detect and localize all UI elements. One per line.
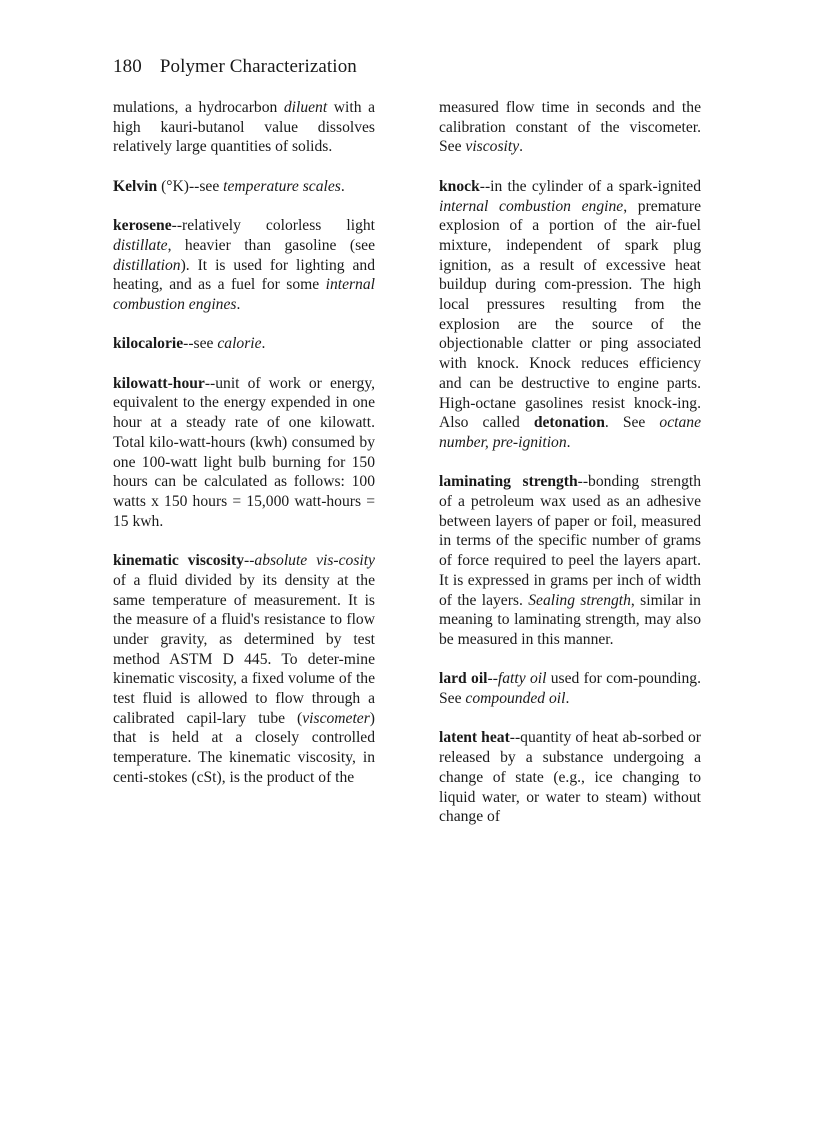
- entry-term: kilowatt-hour: [113, 374, 205, 392]
- entry-lard-oil: lard oil--fatty oil used for com-pounding. See compounded oil.: [439, 670, 702, 708]
- entry-kinematic-viscosity: kinematic viscosity--absolute vis-cosity of a fluid divided by its density at the same temperature of measurement. It is the measure of a fluid's resistance to flow under gravity, as determined by test method ASTM D 445. To deter-mine kinematic viscosity, a fixed volume of the test fluid is allowed to flow through a calibrated capil-lary tube (viscometer) that is held at a closely controlled temperature. The kinematic viscosity, in centi-stokes (cSt), is the product of the: [113, 552, 375, 786]
- entry-term: kilocalorie: [113, 335, 184, 353]
- entry-term: kerosene: [113, 217, 172, 235]
- page-number: 180: [113, 56, 142, 77]
- entry-term: latent heat: [439, 729, 510, 747]
- entry-term: lard oil: [439, 670, 488, 688]
- entry-kilocalorie: kilocalorie--see calorie.: [113, 335, 266, 353]
- entry-term: knock: [439, 177, 480, 195]
- entry-kerosene: kerosene--relatively colorless light distillate, heavier than gasoline (see distillation). It is used for lighting and heating, and as a fuel for some internal combustion engines.: [113, 217, 375, 313]
- entry-kelvin: Kelvin (°K)--see temperature scales.: [113, 177, 345, 195]
- entry-kilowatt-hour: kilowatt-hour--unit of work or energy, equivalent to the energy expended in one hour at a steady rate of one kilowatt. Total kilo-watt-hours (kwh) consumed by one 100-watt light bulb burning for 150 hours can be calculated as follows: 100 watts x 150 hours = 15,000 watt-hours = 15 kwh.: [113, 374, 375, 530]
- entry-latent-heat: latent heat--quantity of heat ab-sorbed or released by a substance undergoing a change of state (e.g., ice changing to liquid water, or water to steam) without change of: [439, 729, 702, 826]
- page-header: [113, 56, 357, 78]
- entry-term: Kelvin: [113, 177, 158, 195]
- entry-term: kinematic viscosity: [113, 552, 244, 570]
- entry-laminating-strength: laminating strength--bonding strength of a petroleum wax used as an adhesive between layers of paper or foil, measured in terms of the specific number of grams of force required to peel the layers apart. It is expressed in grams per inch of width of the layers. Sealing strength, similar in meaning to laminating strength, may also be measured in this manner.: [439, 473, 701, 648]
- entry-term: laminating strength: [439, 473, 578, 491]
- right-column: [439, 98, 701, 827]
- entry-kinematic-viscosity-continuation: measured flow time in seconds and the calibration constant of the viscometer. See viscosity.: [439, 99, 701, 156]
- left-column: [113, 98, 375, 788]
- entry-diluent-continuation: mulations, a hydrocarbon diluent with a high kauri-butanol value dissolves relatively large quantities of solids.: [113, 99, 375, 156]
- entry-knock: knock--in the cylinder of a spark-ignited internal combustion engine, premature explosion of a portion of the air-fuel mixture, independent of spark plug ignition, as a result of excessive heat buildup during com-pression. The high local pressures resulting from the explosion are the source of the objectionable clatter or ping associated with knock. Knock reduces efficiency and can be destructive to engine parts. High-octane gasolines resist knock-ing. Also called detonation. See octane number, pre-ignition.: [439, 177, 701, 451]
- running-title: Polymer Characterization: [159, 56, 357, 77]
